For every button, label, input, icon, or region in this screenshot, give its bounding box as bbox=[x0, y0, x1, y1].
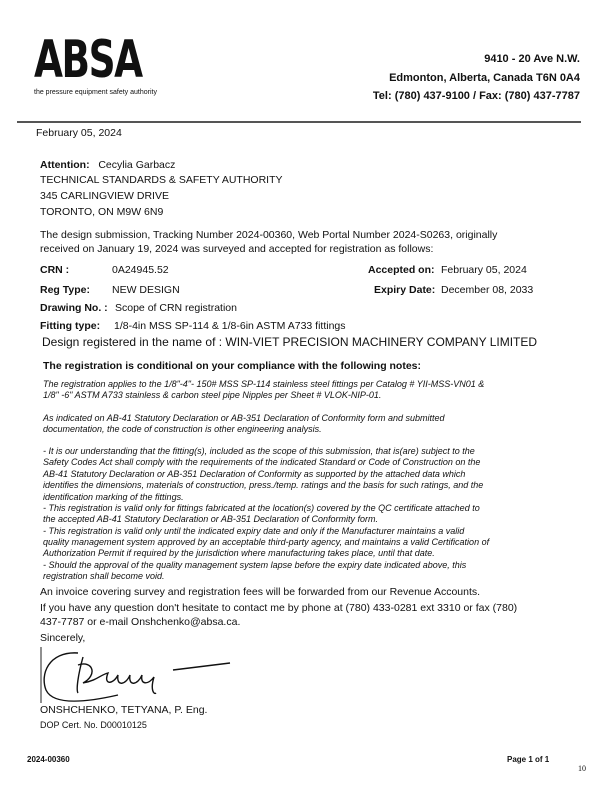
header-divider bbox=[17, 121, 581, 123]
expiry-label: Expiry Date: bbox=[374, 284, 436, 296]
crn-label: CRN : bbox=[40, 264, 70, 276]
drawing-value: Scope of CRN registration bbox=[115, 302, 237, 314]
expiry-value: December 08, 2033 bbox=[441, 284, 534, 296]
note-line: identifies the dimensions, materials of construction, press./temp. ratings and the basis for such ratings, and the bbox=[43, 480, 484, 490]
address-line: Tel: (780) 437-9100 / Fax: (780) 437-7787 bbox=[372, 90, 580, 102]
attention-label: Attention: bbox=[40, 159, 90, 171]
signer-name: ONSHCHENKO, TETYANA, P. Eng. bbox=[40, 704, 208, 716]
note-line: - It is our understanding that the fitting(s), included as the scope of this submission, that is(are) subject to the bbox=[43, 446, 475, 456]
fitting-value: 1/8-4in MSS SP-114 & 1/8-6in ASTM A733 fittings bbox=[114, 320, 346, 332]
accepted-value: February 05, 2024 bbox=[441, 264, 527, 276]
note-line: - This registration is valid only until the indicated expiry date and only if the Manufacturer maintains a valid bbox=[43, 526, 465, 536]
attention-name: Cecylia Garbacz bbox=[98, 159, 176, 171]
note-line: - Should the approval of the quality management system lapse before the expiry date indicated above, this bbox=[43, 560, 467, 570]
contact-line: If you have any question don't hesitate to contact me by phone at (780) 433-0281 ext 3310 or fax (780) bbox=[40, 602, 518, 614]
note-line: documentation, the code of construction is other engineering analysis. bbox=[43, 424, 322, 434]
intro-line: The design submission, Tracking Number 2024-00360, Web Portal Number 2024-S0263, originally bbox=[40, 229, 498, 241]
fitting-label: Fitting type: bbox=[40, 320, 101, 332]
absa-logo: ABSA bbox=[34, 30, 142, 90]
note-line: As indicated on AB-41 Statutory Declaration or AB-351 Declaration of Conformity form and submitted bbox=[43, 413, 445, 423]
closing: Sincerely, bbox=[40, 632, 86, 644]
recipient-line: 345 CARLINGVIEW DRIVE bbox=[40, 190, 169, 202]
contact-line: 437-7787 or e-mail Onshchenko@absa.ca. bbox=[40, 616, 241, 628]
intro-line: received on January 19, 2024 was surveyed and accepted for registration as follows: bbox=[40, 243, 434, 255]
crn-value: 0A24945.52 bbox=[112, 264, 169, 276]
note-line: Authorization Permit if required by the jurisdiction where manufacturing takes place, until that date. bbox=[43, 548, 435, 558]
signature bbox=[38, 645, 238, 707]
invoice-text: An invoice covering survey and registration fees will be forwarded from our Revenue Accounts. bbox=[40, 586, 481, 598]
cert-number: DOP Cert. No. D00010125 bbox=[40, 720, 147, 730]
regtype-label: Reg Type: bbox=[40, 284, 90, 296]
notes-heading: The registration is conditional on your compliance with the following notes: bbox=[43, 360, 422, 372]
registered-name: Design registered in the name of : WIN-VIET PRECISION MACHINERY COMPANY LIMITED bbox=[42, 335, 538, 349]
recipient-line: TORONTO, ON M9W 6N9 bbox=[40, 206, 164, 218]
recipient-line: TECHNICAL STANDARDS & SAFETY AUTHORITY bbox=[40, 174, 283, 186]
footer-page: Page 1 of 1 bbox=[507, 755, 550, 764]
drawing-label: Drawing No. : bbox=[40, 302, 108, 314]
regtype-value: NEW DESIGN bbox=[112, 284, 180, 296]
note-line: AB-41 Statutory Declaration or AB-351 Declaration of Conformity as supported by the attached data which bbox=[43, 469, 466, 479]
note-line: the accepted AB-41 Statutory Declaration or AB-351 Declaration of Conformity form. bbox=[43, 514, 378, 524]
address-line: 9410 - 20 Ave N.W. bbox=[484, 53, 580, 65]
accepted-label: Accepted on: bbox=[368, 264, 435, 276]
note-line: Safety Codes Act shall comply with the requirements of the indicated Standard or Code of Construction on the bbox=[43, 457, 481, 467]
note-line: The registration applies to the 1/8"-4"- 150# MSS SP-114 stainless steel fittings per Catalog # YII-MSS-VN01 & bbox=[43, 379, 485, 389]
note-line: - This registration is valid only for fittings fabricated at the location(s) covered by the QC certificate attached to bbox=[43, 503, 480, 513]
note-line: 1/8" -6" ASTM A733 stainless & carbon steel pipe Nipples per Sheet # VLOK-NIP-01. bbox=[43, 390, 382, 400]
address-line: Edmonton, Alberta, Canada T6N 0A4 bbox=[389, 72, 580, 84]
corner-number: 10 bbox=[578, 764, 586, 773]
note-line: registration shall become void. bbox=[43, 571, 165, 581]
note-line: quality management system approved by an acceptable third-party agency, and maintains a valid Certification of bbox=[43, 537, 490, 547]
footer-tracking: 2024-00360 bbox=[27, 755, 70, 764]
letter-date: February 05, 2024 bbox=[36, 127, 122, 139]
logo-tagline: the pressure equipment safety authority bbox=[34, 89, 157, 96]
note-line: identification marking of the fittings. bbox=[43, 492, 184, 502]
